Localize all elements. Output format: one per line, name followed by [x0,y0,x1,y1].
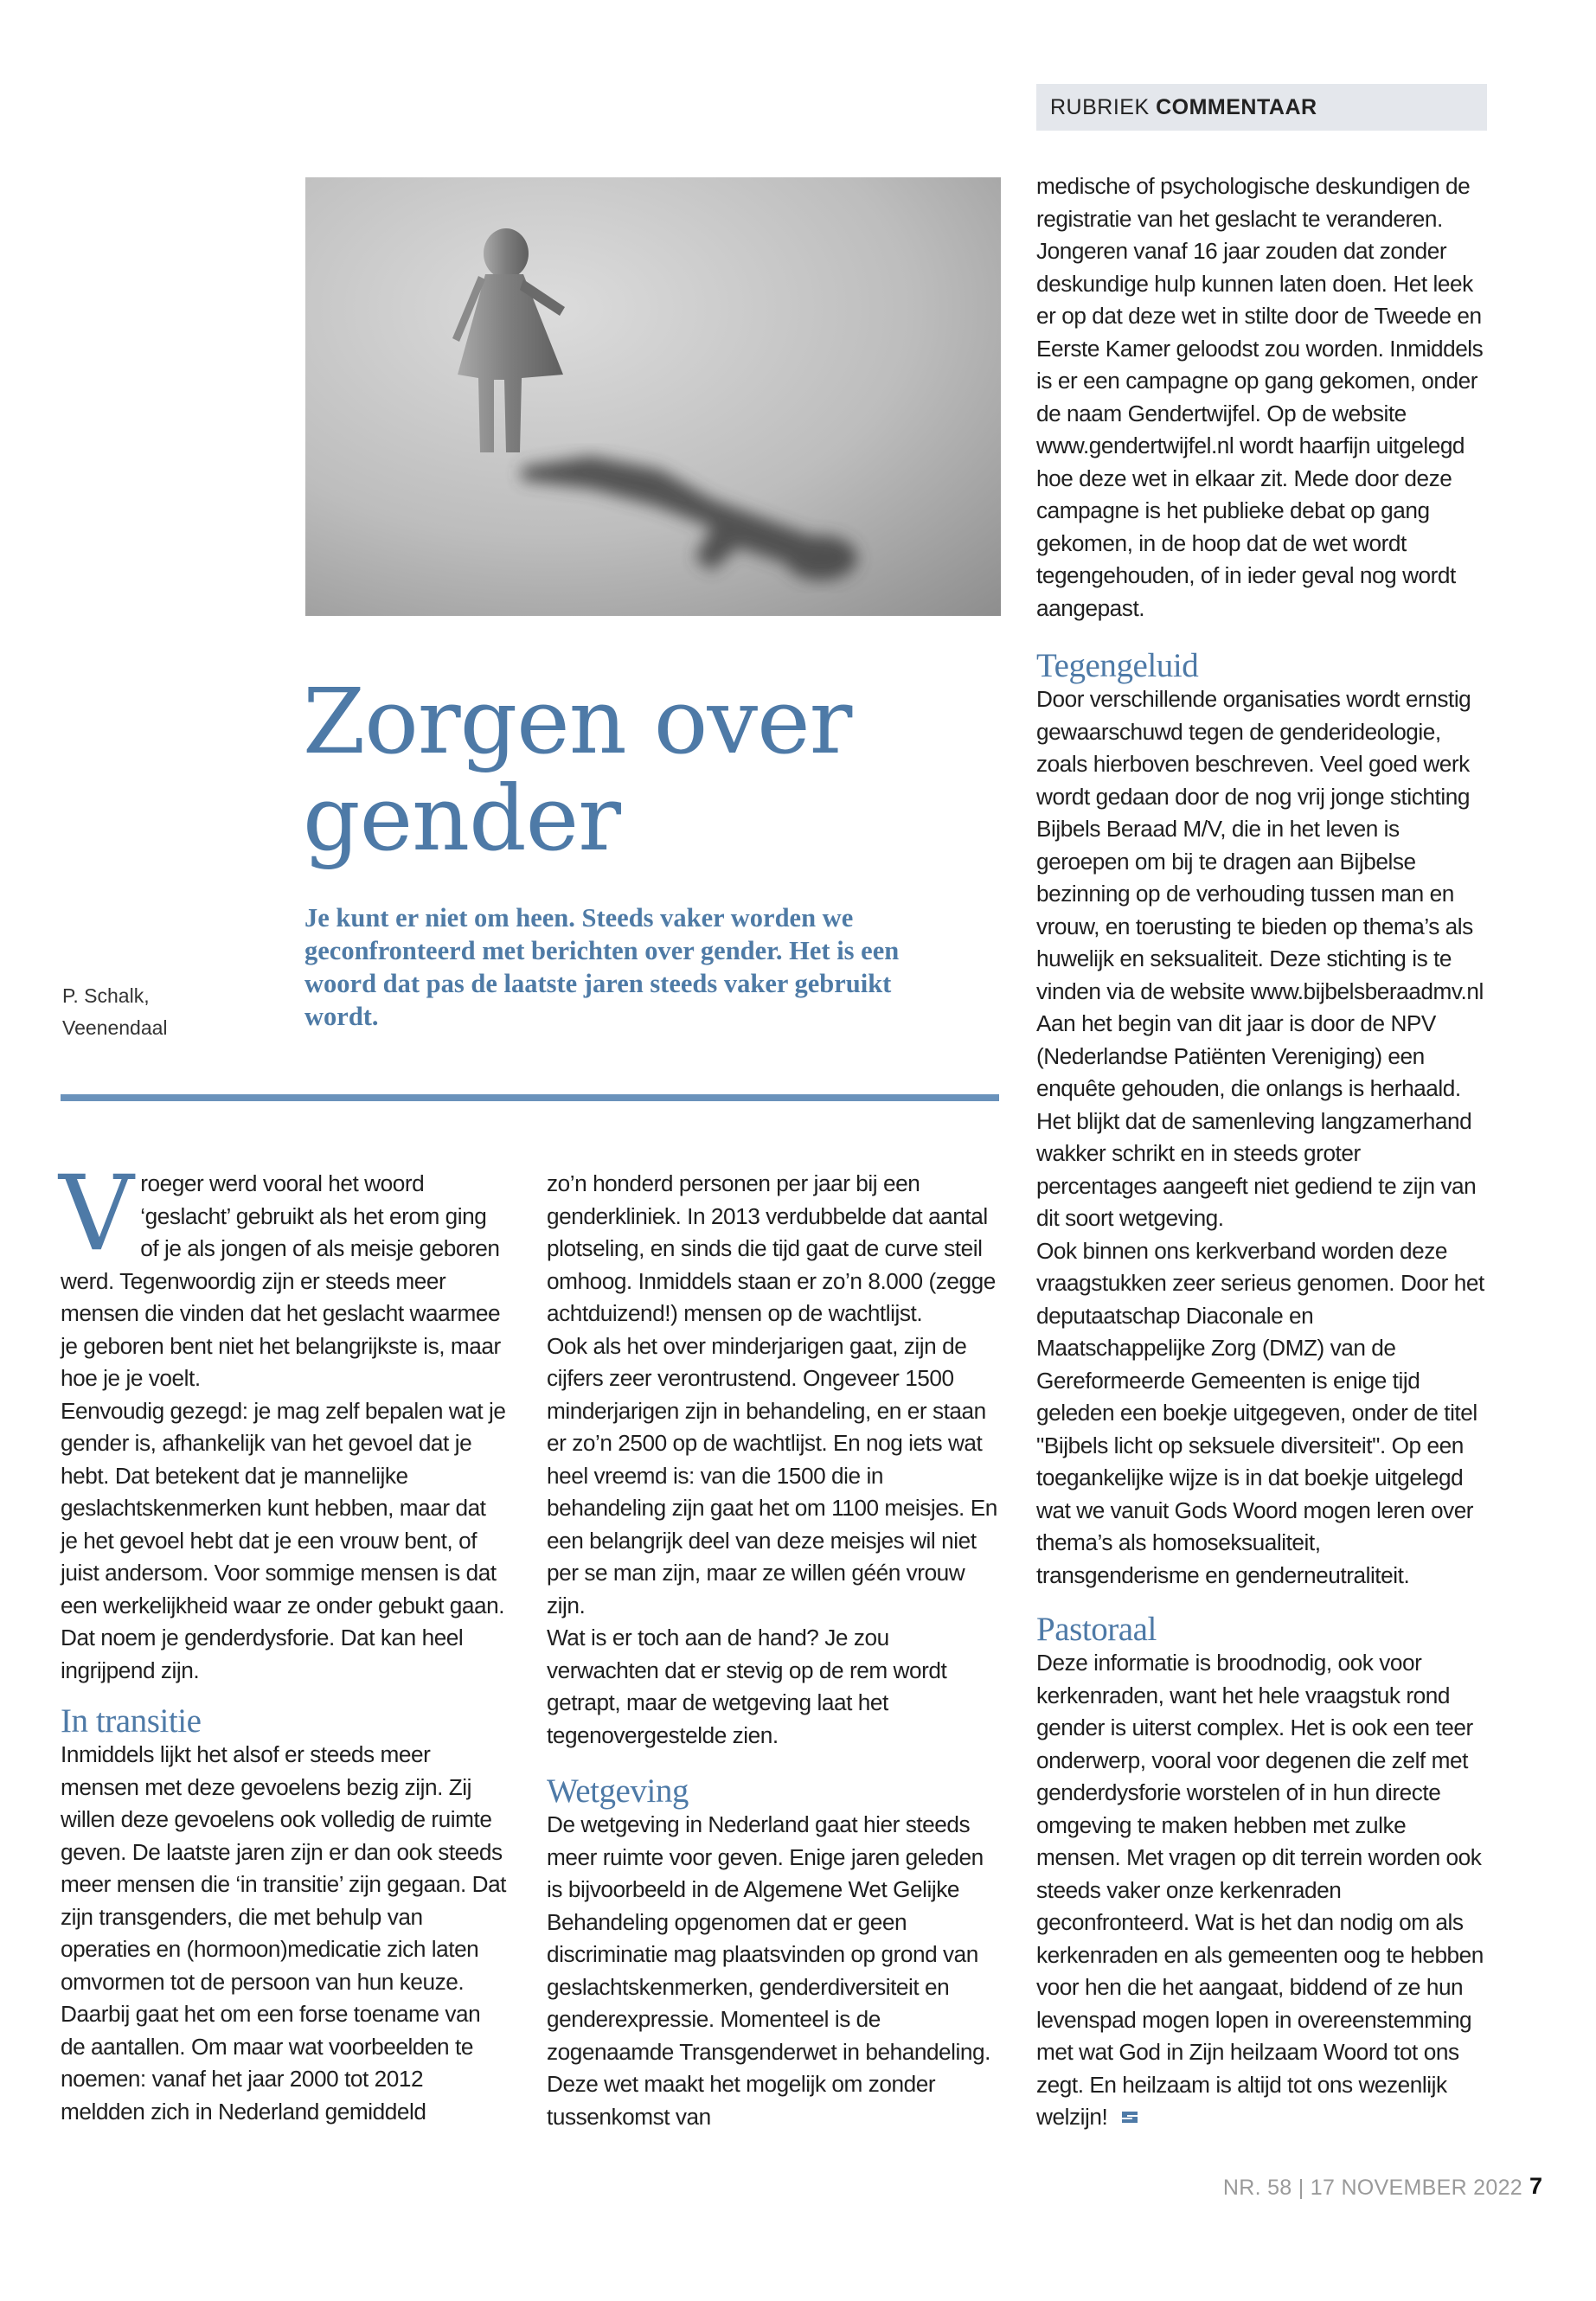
author-place: Veenendaal [62,1016,168,1039]
article-title-line2: gender [303,766,620,871]
subheading-tegengeluid: Tegengeluid [1036,647,1199,684]
body-paragraph: Aan het begin van dit jaar is door de NPV (Nederlandse Patiënten Vereniging) een enquête gehouden, die onlangs is herhaald. Het blijkt dat de samenleving langzamerhand wakker schrikt en in steeds groter percentages aangeeft niet gediend te zijn van dit soort wetgeving. [1036,1010,1477,1231]
body-paragraph: zo’n honderd personen per jaar bij een genderkliniek. In 2013 verdubbelde dat aantal plotseling, en sinds die tijd gaat de curve steil omhoog. Inmiddels staan er zo’n 8.000 (zegge achtduizend!) mensen op de wachtlijst. [547,1170,996,1326]
section-label [1036,84,1487,131]
body-paragraph: medische of psychologische deskundigen de registratie van het geslacht te veranderen. Jongeren vanaf 16 jaar zouden dat zonder deskundige hulp kunnen laten doen. Het leek er op dat deze wet in stilte door de Tweede en Eerste Kamer geloodst zou worden. Inmiddels is er een campagne op gang gekomen, onder de naam Gendertwijfel. Op de website www.gendertwijfel.nl wordt haarfijn uitgelegd hoe deze wet in elkaar zit. Mede door deze campagne is het publieke debat op gang gekomen, in de hoop dat de wet wordt tegengehouden, of in ieder geval nog wordt aangepast. [1036,173,1484,621]
body-paragraph: Ook binnen ons kerkverband worden deze vraagstukken zeer serieus genomen. Door het deputaatschap Diaconale en Maatschappelijke Zorg (DMZ) van de Gereformeerde Gemeenten is enige tijd geleden een boekje uitgegeven, onder de titel "Bijbels licht op seksuele diversiteit". Op een toegankelijke wijze is in dat boekje uitgelegd wat we vanuit Gods Woord mogen leren over thema’s als homoseksualiteit, transgenderisme en genderneutraliteit. [1036,1237,1484,1588]
subheading-in-transitie: In transitie [61,1702,202,1740]
body-paragraph: Ook als het over minderjarigen gaat, zijn de cijfers zeer verontrustend. Ongeveer 1500 minderjarigen zijn in behandeling, en er staan er zo’n 2500 op de wachtlijst. En nog iets wat heel vreemd is: van die 1500 die in behandeling zijn gaat het om 1100 meisjes. En een belangrijk deel van deze meisjes wil niet per se man zijn, maar ze willen géén vrouw zijn. [547,1332,997,1618]
subheading-pastoraal: Pastoraal [1036,1611,1157,1648]
body-paragraph [1036,1647,1486,2135]
body-paragraph: De wetgeving in Nederland gaat hier steeds meer ruimte voor geven. Enige jaren geleden is bijvoorbeeld in de Algemene Wet Gelijke Behandeling opgenomen dat er geen discriminatie mag plaatsvinden op grond van geslachtskenmerken, genderdiversiteit en genderexpressie. Momenteel is de zogenaamde Transgenderwet in behandeling. Deze wet maakt het mogelijk om zonder tussenkomst van [547,1811,990,2130]
body-paragraph: Door verschillende organisaties wordt ernstig gewaarschuwd tegen de genderideologie, zoals hierboven beschreven. Veel goed werk wordt gedaan door de nog vrij jonge stichting Bijbels Beraad M/V, die in het leven is geroepen om bij te dragen aan Bijbelse bezinning op de verhouding tussen man en vrouw, en toerusting te bieden op thema’s als huwelijk en seksualiteit. Deze stichting is te vinden via de website www.bijbelsberaadmv.nl [1036,686,1484,1004]
subheading-wetgeving: Wetgeving [547,1772,689,1810]
author-name: P. Schalk, [62,984,150,1007]
issue-info: NR. 58 | 17 NOVEMBER 2022 [1222,2176,1522,2200]
section-label-name: COMMENTAAR [1156,95,1317,119]
author-byline [62,980,201,1044]
page-number: 7 [1529,2173,1543,2199]
body-column-1 [59,1154,507,2128]
drop-cap: V [59,1154,134,1274]
body-paragraph-text: Deze informatie is broodnodig, ook voor kerkenraden, want het hele vraagstuk rond gender is uiterst complex. Het is ook een teer onderwerp, vooral voor degenen die zelf met genderdysforie worstelen of in hun directe omgeving te maken hebben met zulke mensen. Met vragen op dit terrein worden ook steeds vaker onze kerkenraden geconfronteerd. Wat is het dan nodig om als kerkenraden en als gemeenten oog te hebben voor hen die het aangaat, biddend of ze hun levenspad mogen lopen in overeenstemming met wat God in Zijn heilzaam Woord tot ons zegt. En heilzaam is altijd tot ons wezenlijk welzijn! [1036,1650,1484,2130]
article-title-line1: Zorgen over [303,669,852,774]
body-paragraph-text: roeger werd vooral het woord ‘geslacht’ gebruikt als het erom ging of je als jongen of als meisje geboren werd. Tegenwoordig zijn er steeds meer mensen die vinden dat het geslacht waarmee je geboren bent niet het belangrijkste is, maar hoe je je voelt. [61,1170,501,1391]
section-label-prefix: RUBRIEK [1050,95,1150,119]
body-paragraph: Wat is er toch aan de hand? Je zou verwachten dat er stevig op de rem wordt getrapt, maar de wetgeving laat het tegenovergestelde zien. [547,1625,947,1748]
article-lead: Je kunt er niet om heen. Steeds vaker worden we geconfronteerd met berichten over gender. Het is een woord dat pas de laatste jaren steeds vaker gebruikt wordt. [304,903,900,1031]
body-paragraph: Inmiddels lijkt het alsof er steeds meer mensen met deze gevoelens bezig zijn. Zij willen deze gevoelens ook volledig de ruimte geven. De laatste jaren zijn er dan ook steeds meer mensen die ‘in transitie’ zijn gegaan. Dat zijn transgenders, die met behulp van operaties en (hormoon)medicatie zich laten omvormen tot de persoon van hun keuze. [61,1741,507,1995]
end-mark-icon [1119,2102,1140,2135]
body-column-3 [1036,170,1486,2135]
body-paragraph [59,1154,506,1395]
body-paragraph: Eenvoudig gezegd: je mag zelf bepalen wat je gender is, afhankelijk van het gevoel dat je hebt. Dat betekent dat je mannelijke geslachtskenmerken kunt hebben, maar dat je het gevoel hebt dat je een vrouw bent, of juist andersom. Voor sommige mensen is dat een werkelijkheid waar ze onder gebukt gaan. Dat noem je genderdysforie. Dat kan heel ingrijpend zijn. [61,1397,506,1683]
body-column-2 [547,1168,1001,2133]
article-photo [305,177,1001,616]
body-paragraph: Daarbij gaat het om een forse toename van de aantallen. Om maar wat voorbeelden te noemen: vanaf het jaar 2000 tot 2012 meldden zich in Nederland gemiddeld [61,2001,481,2125]
divider-rule [61,1094,999,1101]
article-title [303,669,995,871]
